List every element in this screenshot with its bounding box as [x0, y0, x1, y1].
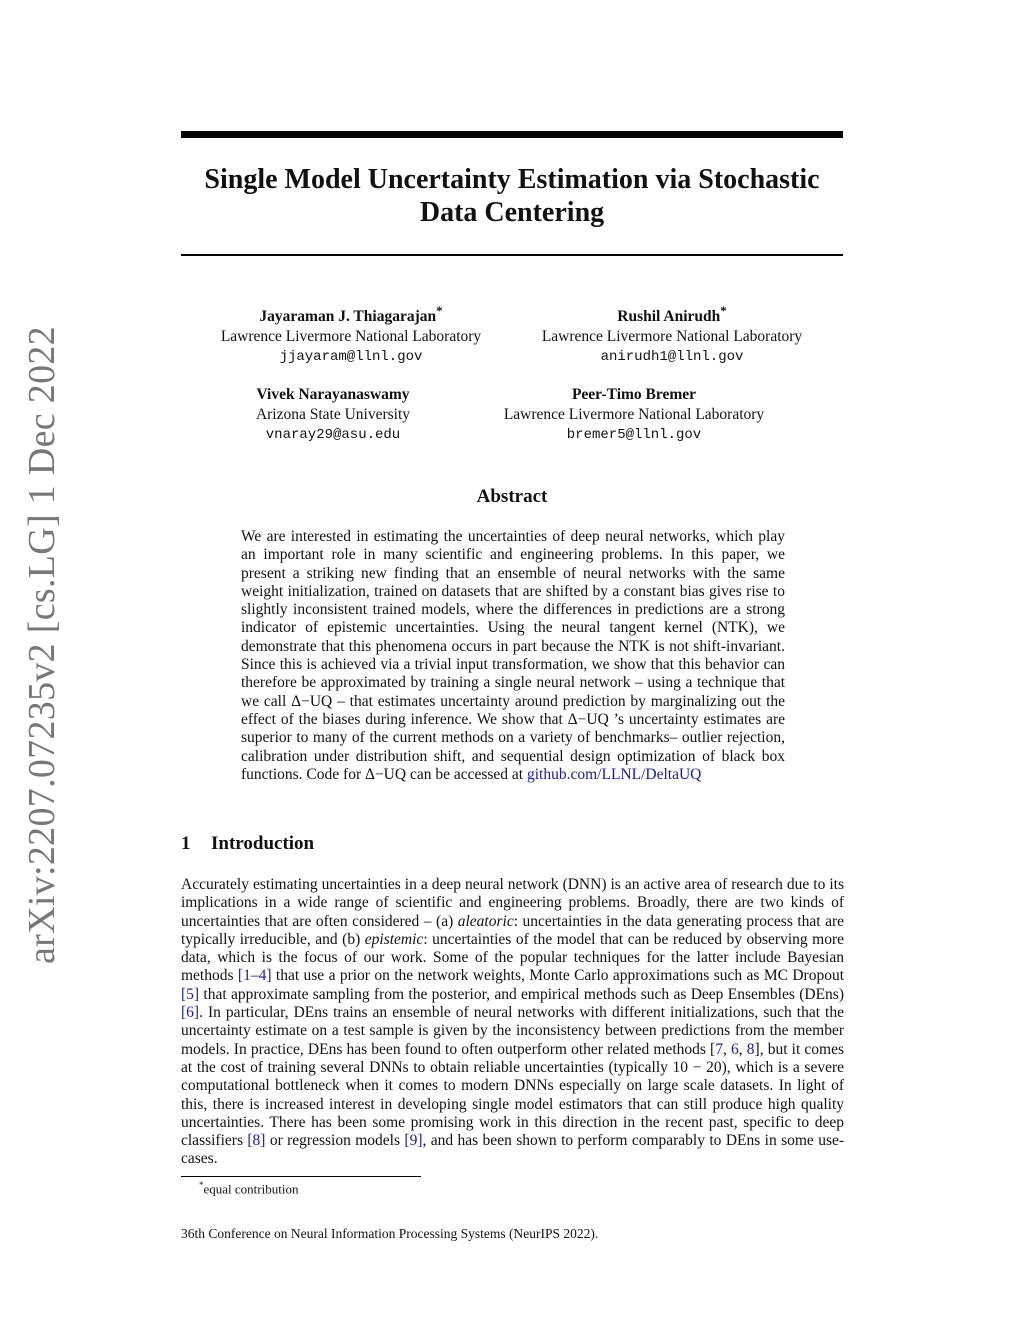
- author-name: Jayaraman J. Thiagarajan: [259, 308, 437, 326]
- intro-text: . In particular, DEns trains an ensemble of neural networks with different initializations, such that the uncertainty estimate on a test sample is given by the inconsistency between predictions from the member models. In practice, DEns has been found to often outperform other related methods [: [181, 1004, 844, 1058]
- code-link[interactable]: github.com/LLNL/DeltaUQ: [527, 765, 702, 783]
- equal-contribution-mark: *: [720, 303, 727, 318]
- citation-link[interactable]: [1–4]: [237, 967, 272, 985]
- author-affiliation: Lawrence Livermore National Laboratory: [220, 328, 482, 346]
- footnote-text: equal contribution: [203, 1181, 299, 1197]
- section-number: 1: [181, 833, 191, 854]
- author-affiliation: Lawrence Livermore National Laboratory: [503, 406, 765, 423]
- citation-link[interactable]: [5]: [181, 985, 200, 1003]
- author-name: Rushil Anirudh: [617, 308, 721, 326]
- author-affiliation: Lawrence Livermore National Laboratory: [541, 328, 803, 346]
- title-rule-top: [181, 131, 843, 138]
- title-rule-bottom: [181, 254, 843, 256]
- section-heading-introduction: [181, 833, 314, 855]
- author-email[interactable]: anirudh1@llnl.gov: [600, 349, 744, 366]
- paper-title: Single Model Uncertainty Estimation via Stochastic Data Centering: [204, 164, 820, 228]
- intro-text: Accurately estimating uncertainties in a deep neural network (DNN) is an active area of research due to its implications in a wide range of scientific and engineering problems. Broadly, there are two kinds of uncertainties that are often considered – (a): [181, 876, 844, 930]
- intro-text: that approximate sampling from the posterior, and empirical methods such as Deep Ensembles (DEns): [203, 985, 844, 1003]
- author-affiliation: Arizona State University: [255, 406, 411, 423]
- author-block: [492, 301, 852, 367]
- author-email[interactable]: jjayaram@llnl.gov: [279, 349, 423, 366]
- citation-link[interactable]: [9]: [404, 1132, 423, 1150]
- author-name: Vivek Narayanaswamy: [256, 386, 410, 403]
- venue-note: 36th Conference on Neural Information Processing Systems (NeurIPS 2022).: [181, 1226, 599, 1241]
- footnote-mark: *: [199, 1180, 204, 1190]
- introduction-paragraph: [181, 876, 844, 1169]
- citation-link[interactable]: 6: [731, 1040, 739, 1058]
- author-block: [454, 385, 814, 445]
- author-email[interactable]: bremer5@llnl.gov: [566, 427, 702, 443]
- intro-text: : uncertainties of the model that can be reduced by observing more data, which is the focus of our work. Some of the popular techniques for the latter include Bayesian methods: [181, 930, 845, 985]
- abstract-body: We are interested in estimating the uncertainties of deep neural networks, which play an important role in many scientific and engineering problems. In this paper, we present a striking new finding that an ensemble of neural networks with the same weight initialization, trained on datasets that are shifted by a constant bias gives rise to slightly inconsistent trained models, where the differences in predictions are a strong indicator of epistemic uncertainties. Using the neural tangent kernel (NTK), we demonstrate that this phenomena occurs in part because the NTK is not shift-invariant. Since this is achieved via a trivial input transformation, we show that this behavior can therefore be approximated by training a single neural network – using a technique that we call Δ−UQ – that estimates uncertainty around prediction by marginalizing out the effect of the biases during inference. We show that Δ−UQ ’s uncertainty estimates are superior to many of the current methods on a variety of benchmarks– outlier rejection, calibration under distribution shift, and sequential design optimization of black box functions. Code for Δ−UQ can be accessed at: [241, 528, 785, 783]
- equal-contribution-mark: *: [436, 303, 443, 318]
- abstract-text: [241, 528, 785, 784]
- author-email[interactable]: vnaray29@asu.edu: [265, 427, 401, 443]
- intro-text: or regression models: [269, 1132, 401, 1150]
- emphasis-aleatoric: aleatoric: [457, 912, 514, 930]
- citation-separator: ,: [722, 1040, 731, 1058]
- author-block: [171, 301, 531, 367]
- footnote-rule: [181, 1176, 421, 1177]
- emphasis-epistemic: epistemic: [364, 930, 424, 948]
- citation-link[interactable]: 8: [746, 1040, 755, 1058]
- intro-text: that use a prior on the network weights, Monte Carlo approximations such as MC Dropout: [275, 967, 845, 985]
- arxiv-identifier-stamp: arXiv:2207.07235v2 [cs.LG] 1 Dec 2022: [21, 326, 63, 964]
- intro-text: : uncertainties in the data generating process that are typically irreducible, and (b): [181, 912, 844, 948]
- citation-link[interactable]: [6]: [181, 1004, 200, 1022]
- citation-separator: ,: [738, 1040, 747, 1058]
- citation-link[interactable]: [8]: [247, 1132, 266, 1150]
- footnote: [199, 1180, 298, 1197]
- abstract-heading: Abstract: [476, 486, 548, 507]
- intro-text: , and has been shown to perform comparably to DEns in some use-cases.: [181, 1132, 845, 1168]
- intro-text: ], but it comes at the cost of training several DNNs to obtain reliable uncertainties (typically 10 − 20), which is a severe computational bottleneck when it comes to modern DNNs especially on large scale datasets. In light of this, there is increased interest in developing single model estimators that can still produce high quality uncertainties. There has been some promising work in this direction in the recent past, specific to deep classifiers: [181, 1040, 845, 1150]
- citation-link[interactable]: 7: [715, 1040, 723, 1058]
- section-title: Introduction: [211, 833, 315, 854]
- author-name: Peer-Timo Bremer: [571, 386, 697, 403]
